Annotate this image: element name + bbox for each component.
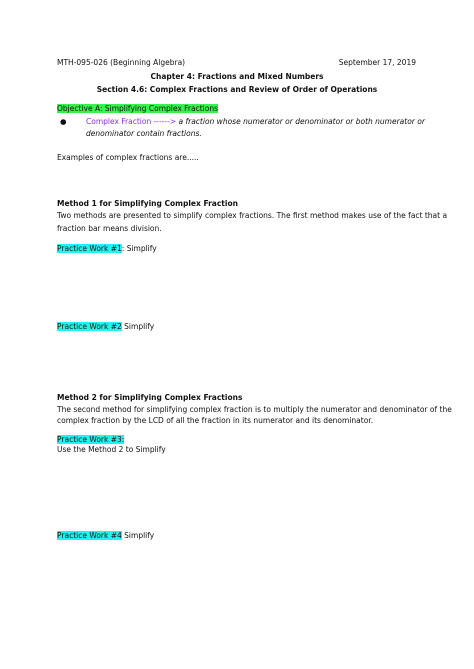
definition-text-line2: denominator contain fractions. xyxy=(86,129,202,138)
objective-label: Objective A: Simplifying Complex Fractions xyxy=(57,104,218,113)
method1-line2: fraction bar means division. xyxy=(57,224,162,233)
method1-heading: Method 1 for Simplifying Complex Fraction xyxy=(57,199,238,208)
examples-text: Examples of complex fractions are..... xyxy=(57,153,199,162)
course-label: MTH-095-026 (Beginning Algebra) xyxy=(57,58,186,67)
chapter-title: Chapter 4: Fractions and Mixed Numbers xyxy=(150,72,324,81)
definition-text-line1: a fraction whose numerator or denominator or both numerator or xyxy=(176,117,425,126)
practice3-label: Practice Work #3: xyxy=(57,435,125,444)
objective-heading xyxy=(57,104,218,113)
date-label: September 17, 2019 xyxy=(338,58,416,67)
term-complex-fraction: Complex Fraction xyxy=(86,117,152,126)
bullet-dot: ● xyxy=(60,117,67,126)
practice4 xyxy=(57,531,154,540)
practice4-label: Practice Work #4 xyxy=(57,531,122,540)
practice1-suffix: : Simplify xyxy=(121,244,157,253)
method1-line1: Two methods are presented to simplify complex fractions. The first method makes use of the fact that a xyxy=(57,211,448,220)
method2-line1: The second method for simplifying complex fraction is to multiply the numerator and denominator of the xyxy=(57,405,452,414)
practice2 xyxy=(57,322,154,331)
section-title: Section 4.6: Complex Fractions and Review of Order of Operations xyxy=(96,85,378,94)
complex-fraction-definition xyxy=(86,117,425,126)
practice3 xyxy=(57,435,124,444)
practice3-instruction: Use the Method 2 to Simplify xyxy=(57,445,166,454)
practice4-suffix: Simplify xyxy=(121,531,155,540)
method2-line2: complex fraction by the LCD of all the fraction in its numerator and its denominator. xyxy=(57,416,374,425)
practice2-suffix: Simplify xyxy=(121,322,155,331)
definition-arrow: ------> xyxy=(151,117,177,126)
practice2-label: Practice Work #2 xyxy=(57,322,122,331)
practice1-label: Practice Work #1 xyxy=(57,244,122,253)
practice1 xyxy=(57,244,157,253)
method2-heading: Method 2 for Simplifying Complex Fractions xyxy=(57,393,243,402)
